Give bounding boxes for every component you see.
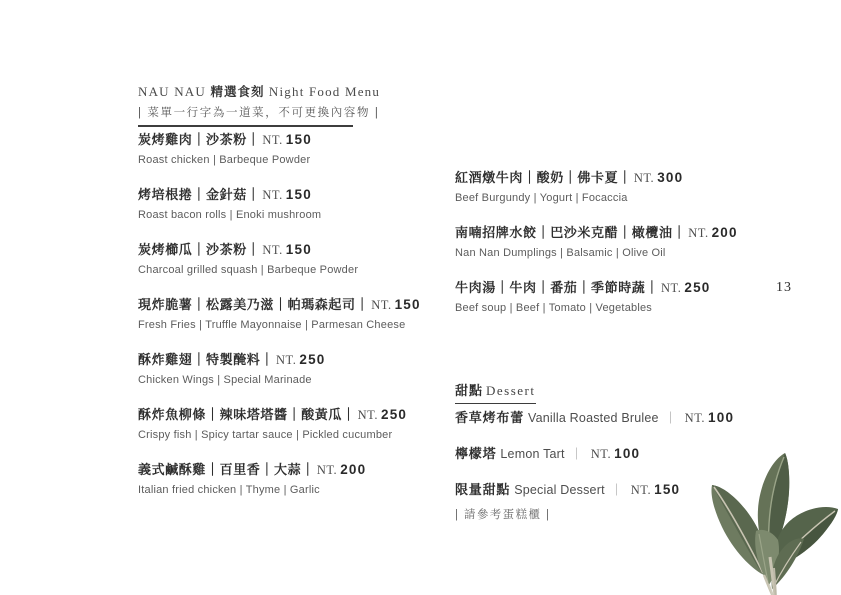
- item-name: 現炸脆薯｜松露美乃滋｜帕瑪森起司｜ NT. 150: [138, 297, 421, 312]
- dessert-name-cjk: 檸檬塔: [455, 446, 497, 461]
- plant-illustration: [706, 451, 840, 595]
- menu-item: [138, 352, 468, 387]
- item-name: 炭烤櫛瓜｜沙茶粉｜ NT. 150: [138, 242, 312, 257]
- dessert-note: | 請參考蛋糕櫃 |: [455, 509, 551, 521]
- dessert-heading-cjk: 甜點: [455, 383, 484, 398]
- dessert-item: [455, 479, 680, 522]
- menu-header: [138, 82, 398, 127]
- item-price: 100: [614, 446, 641, 461]
- separator: ｜: [664, 411, 677, 425]
- separator: ｜: [570, 447, 583, 461]
- item-description: Chicken Wings | Special Marinade: [138, 374, 312, 386]
- page-number: 13: [776, 280, 792, 295]
- dessert-heading-en: Dessert: [486, 383, 536, 398]
- currency-label: NT.: [630, 483, 652, 497]
- currency-label: NT.: [262, 188, 283, 202]
- item-description: Beef soup | Beef | Tomato | Vegetables: [455, 302, 652, 314]
- currency-label: NT.: [371, 298, 392, 312]
- item-price: 250: [299, 352, 326, 367]
- currency-label: NT.: [262, 133, 283, 147]
- item-name: 牛肉湯｜牛肉｜番茄｜季節時蔬｜ NT. 250: [455, 280, 711, 295]
- currency-label: NT.: [276, 353, 297, 367]
- item-name: 酥炸雞翅｜特製醃料｜ NT. 250: [138, 352, 326, 367]
- menu-title-en: Night Food Menu: [268, 84, 381, 99]
- menu-header-note: | 菜單一行字為一道菜，不可更換內容物 |: [138, 107, 380, 119]
- menu-item: [138, 407, 468, 442]
- dessert-item: [455, 407, 734, 427]
- menu-item: [138, 187, 468, 222]
- item-price: 200: [711, 225, 738, 240]
- currency-label: NT.: [262, 243, 283, 257]
- item-description: Beef Burgundy | Yogurt | Focaccia: [455, 192, 628, 204]
- dessert-name-cjk: 限量甜點: [455, 482, 511, 497]
- item-price: 150: [654, 482, 681, 497]
- item-price: 150: [285, 132, 312, 147]
- item-description: Fresh Fries | Truffle Mayonnaise | Parmesan Cheese: [138, 319, 406, 331]
- dessert-name-cjk: 香草烤布蕾: [455, 410, 525, 425]
- item-description: Roast bacon rolls | Enoki mushroom: [138, 209, 322, 221]
- item-name: 酥炸魚柳條｜辣味塔塔醬｜酸黃瓜｜ NT. 250: [138, 407, 408, 422]
- dessert-section-heading: [455, 380, 536, 404]
- dessert-name-en: Vanilla Roasted Brulee: [528, 411, 659, 425]
- item-description: Roast chicken | Barbeque Powder: [138, 154, 311, 166]
- currency-label: NT.: [688, 226, 709, 240]
- item-description: Italian fried chicken | Thyme | Garlic: [138, 484, 320, 496]
- item-price: 300: [657, 170, 684, 185]
- item-price: 250: [684, 280, 711, 295]
- menu-item: [138, 462, 468, 497]
- menu-item: [138, 297, 468, 332]
- dessert-item: [455, 443, 640, 463]
- menu-title-cjk: 精選食刻: [210, 85, 265, 99]
- item-name: 義式鹹酥雞｜百里香｜大蒜｜ NT. 200: [138, 462, 367, 477]
- menu-item: [455, 280, 785, 315]
- item-name: 炭烤雞肉｜沙茶粉｜ NT. 150: [138, 132, 312, 147]
- item-description: Nan Nan Dumplings | Balsamic | Olive Oil: [455, 247, 666, 259]
- separator: ｜: [610, 483, 623, 497]
- menu-item: [138, 242, 468, 277]
- item-price: 200: [340, 462, 367, 477]
- item-price: 100: [708, 410, 735, 425]
- item-name: 烤培根捲｜金針菇｜ NT. 150: [138, 187, 312, 202]
- currency-label: NT.: [357, 408, 378, 422]
- currency-label: NT.: [661, 281, 682, 295]
- item-price: 150: [285, 187, 312, 202]
- menu-item: [455, 170, 785, 205]
- menu-item: [455, 225, 785, 260]
- menu-title: [138, 82, 398, 100]
- brand-name: NAU NAU: [138, 84, 206, 99]
- item-price: 150: [285, 242, 312, 257]
- item-name: 紅酒燉牛肉｜酸奶｜佛卡夏｜ NT. 300: [455, 170, 684, 185]
- currency-label: NT.: [684, 411, 706, 425]
- item-price: 250: [380, 407, 408, 422]
- currency-label: NT.: [633, 171, 655, 185]
- currency-label: NT.: [590, 447, 612, 461]
- dessert-name-en: Special Dessert: [514, 483, 605, 497]
- item-description: Crispy fish | Spicy tartar sauce | Pickled cucumber: [138, 429, 393, 441]
- header-rule: [138, 125, 353, 127]
- item-price: 150: [394, 297, 421, 312]
- item-name: 南喃招牌水餃｜巴沙米克醋｜橄欖油｜ NT. 200: [455, 225, 738, 240]
- currency-label: NT.: [316, 463, 338, 477]
- item-description: Charcoal grilled squash | Barbeque Powder: [138, 264, 359, 276]
- menu-item: [138, 132, 468, 167]
- dessert-name-en: Lemon Tart: [500, 447, 565, 461]
